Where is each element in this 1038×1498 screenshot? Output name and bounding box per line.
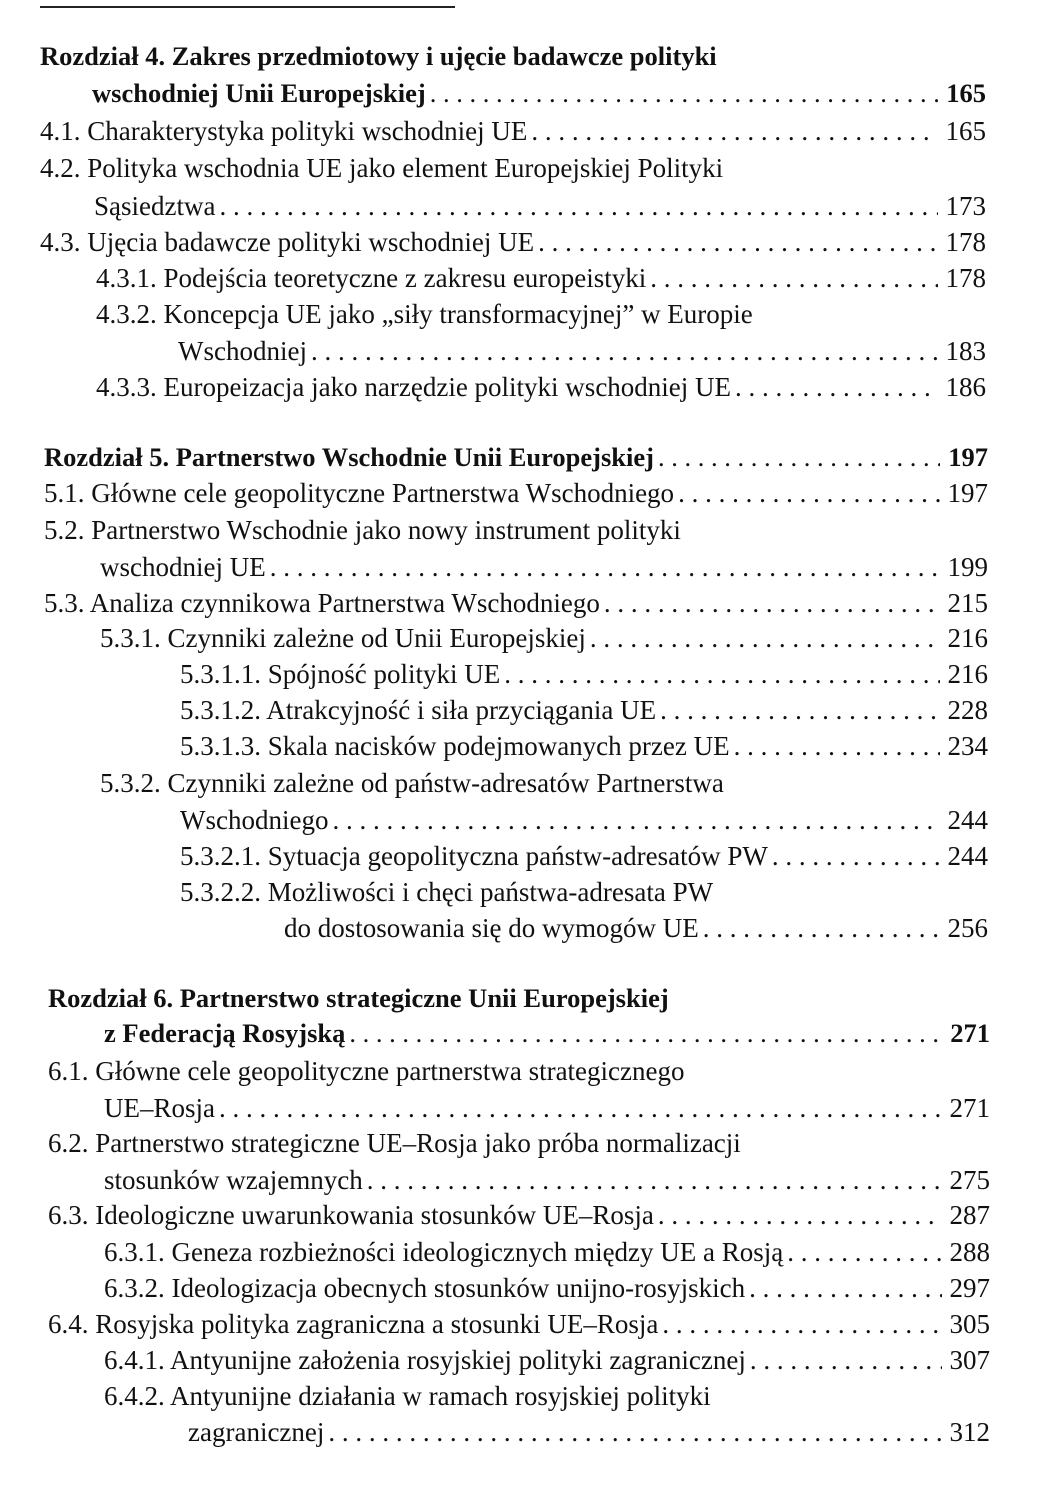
dot-leader: [749, 1270, 942, 1306]
dot-leader: [658, 1197, 942, 1233]
page-number: 297: [949, 1273, 990, 1303]
toc-entry-4-3-2-line-1: [96, 296, 986, 332]
toc-entry-6-3: [48, 1197, 990, 1233]
entry-title: 5.2. Partnerstwo Wschodnie jako nowy instrument polityki: [44, 515, 681, 545]
chapter-title: Rozdział 4. Zakres przedmiotowy i ujęcie badawcze polityki: [40, 41, 717, 71]
entry-title: 4.3.2. Koncepcja UE jako „siły transformacyjnej” w Europie: [96, 299, 753, 329]
toc-entry-5-3-1-2: [180, 692, 988, 728]
page-number: 197: [947, 478, 988, 508]
dot-leader: [650, 260, 938, 296]
page-number: 199: [947, 552, 988, 582]
chapter-4-title-line-1: [40, 38, 990, 74]
chapter-title: Rozdział 6. Partnerstwo strategiczne Unii Europejskiej: [48, 983, 669, 1013]
page-number: 173: [945, 191, 986, 221]
toc-entry-6-4-2-line-2: [188, 1414, 990, 1450]
page-number: 305: [949, 1309, 990, 1339]
dot-leader: [772, 838, 940, 874]
toc-entry-4-2-line-1: [40, 150, 986, 186]
entry-title: 4.1. Charakterystyka polityki wschodniej UE: [40, 116, 528, 146]
toc-entry-5-3-1: [100, 620, 988, 656]
entry-title: 4.3.3. Europeizacja jako narzędzie polityki wschodniej UE: [96, 372, 732, 402]
chapter-title-cont: z Federacją Rosyjską: [104, 1018, 346, 1048]
toc-entry-5-3-2-2-line-1: [180, 874, 988, 910]
dot-leader: [219, 1090, 942, 1126]
entry-title: 6.3.2. Ideologizacja obecnych stosunków unijno-rosyjskich: [104, 1273, 746, 1303]
toc-entry-5-3-2-1: [180, 838, 988, 874]
page-number: 165: [945, 116, 986, 146]
dot-leader: [504, 656, 940, 692]
page-number: 312: [949, 1417, 990, 1447]
entry-title: 5.3.2.1. Sytuacja geopolityczna państw-adresatów PW: [180, 841, 768, 871]
page-number: 271: [949, 1093, 990, 1123]
toc-entry-4-3-2-line-2: [178, 333, 986, 369]
entry-title: 6.4.1. Antyunijne założenia rosyjskiej polityki zagranicznej: [104, 1345, 746, 1375]
page-number: 216: [947, 623, 988, 653]
entry-title-cont: zagranicznej: [188, 1417, 325, 1447]
entry-title: 4.2. Polityka wschodnia UE jako element Europejskiej Polityki: [40, 153, 724, 183]
toc-entry-6-1-line-1: [48, 1053, 990, 1089]
toc-entry-6-1-line-2: [104, 1090, 990, 1126]
entry-title: 5.3.1. Czynniki zależne od Unii Europejskiej: [100, 623, 586, 653]
page-number: 228: [947, 695, 988, 725]
toc-entry-4-1: [40, 113, 986, 149]
toc-entry-4-3-3: [96, 369, 986, 405]
page-number: 234: [947, 731, 988, 761]
entry-title: 6.3. Ideologiczne uwarunkowania stosunków UE–Rosja: [48, 1200, 654, 1230]
entry-title: 6.4. Rosyjska polityka zagraniczna a stosunki UE–Rosja: [48, 1309, 659, 1339]
chapter-5-title: [44, 439, 988, 475]
dot-leader: [660, 692, 940, 728]
dot-leader: [367, 1162, 942, 1198]
page-number: 165: [946, 78, 986, 108]
entry-title: 6.3.1. Geneza rozbieżności ideologicznych między UE a Rosją: [104, 1237, 784, 1267]
entry-title: 5.3.1.1. Spójność polityki UE: [180, 659, 501, 689]
toc-entry-4-2-line-2: [94, 188, 986, 224]
entry-title: 6.4.2. Antyunijne działania w ramach rosyjskiej polityki: [104, 1381, 711, 1411]
entry-title-cont: Wschodniej: [178, 336, 307, 366]
toc-entry-6-2-line-1: [48, 1125, 990, 1161]
entry-title-cont: UE–Rosja: [104, 1093, 215, 1123]
dot-leader: [219, 188, 938, 224]
page-number: 215: [947, 588, 988, 618]
page-number: 275: [949, 1165, 990, 1195]
entry-title-cont: stosunków wzajemnych: [104, 1165, 363, 1195]
dot-leader: [750, 1342, 942, 1378]
chapter-title-cont: wschodniej Unii Europejskiej: [92, 78, 426, 108]
toc-entry-6-4-1: [104, 1342, 990, 1378]
page-number: 271: [950, 1018, 990, 1048]
entry-title-cont: do dostosowania się do wymogów UE: [284, 913, 699, 943]
toc-entry-5-3-2-line-1: [100, 765, 988, 801]
dot-leader: [430, 75, 938, 111]
entry-title: 6.1. Główne cele geopolityczne partnerstwa strategicznego: [48, 1056, 685, 1086]
dot-leader: [332, 802, 940, 838]
page-number: 244: [947, 841, 988, 871]
dot-leader: [703, 910, 940, 946]
top-rule: [40, 6, 455, 8]
page-number: 197: [948, 442, 988, 472]
page-number: 186: [945, 372, 986, 402]
toc-entry-6-4-2-line-1: [104, 1378, 990, 1414]
toc-entry-5-3-2-line-2: [180, 802, 988, 838]
page-number: 216: [947, 659, 988, 689]
toc-entry-4-3-1: [96, 260, 986, 296]
entry-title: 5.3.1.3. Skala nacisków podejmowanych przez UE: [180, 731, 730, 761]
dot-leader: [604, 585, 940, 621]
entry-title: 4.3. Ujęcia badawcze polityki wschodniej UE: [40, 227, 535, 257]
page-number: 287: [949, 1200, 990, 1230]
toc-entry-6-4: [48, 1306, 990, 1342]
entry-title: 5.3.2.2. Możliwości i chęci państwa-adresata PW: [180, 877, 714, 907]
dot-leader: [734, 728, 940, 764]
dot-leader: [787, 1234, 942, 1270]
entry-title: 5.3.1.2. Atrakcyjność i siła przyciągania UE: [180, 695, 657, 725]
page-number: 178: [945, 263, 986, 293]
chapter-title: Rozdział 5. Partnerstwo Wschodnie Unii Europejskiej: [44, 442, 654, 472]
toc-entry-5-3: [44, 585, 988, 621]
dot-leader: [735, 369, 938, 405]
entry-title-cont: Wschodniego: [180, 805, 329, 835]
toc-entry-5-2-line-1: [44, 512, 988, 548]
page-number: 244: [947, 805, 988, 835]
chapter-6-title-line-1: [48, 980, 990, 1016]
toc-entry-5-2-line-2: [100, 549, 988, 585]
entry-title: 6.2. Partnerstwo strategiczne UE–Rosja jako próba normalizacji: [48, 1128, 741, 1158]
chapter-6-title-line-2: [104, 1015, 990, 1051]
entry-title: 5.3.2. Czynniki zależne od państw-adresatów Partnerstwa: [100, 768, 724, 798]
dot-leader: [270, 549, 940, 585]
dot-leader: [658, 439, 940, 475]
dot-leader: [349, 1015, 942, 1051]
page-number: 178: [945, 227, 986, 257]
page-number: 307: [949, 1345, 990, 1375]
dot-leader: [678, 475, 940, 511]
entry-title: 4.3.1. Podejścia teoretyczne z zakresu europeistyki: [96, 263, 647, 293]
dot-leader: [662, 1306, 942, 1342]
dot-leader: [328, 1414, 942, 1450]
toc-entry-6-3-1: [104, 1234, 990, 1270]
entry-title-cont: Sąsiedztwa: [94, 191, 216, 221]
toc-entry-4-3: [40, 224, 986, 260]
toc-entry-6-3-2: [104, 1270, 990, 1306]
toc-entry-5-1: [44, 475, 988, 511]
entry-title-cont: wschodniej UE: [100, 552, 266, 582]
toc-entry-5-3-1-1: [180, 656, 988, 692]
page-number: 288: [949, 1237, 990, 1267]
dot-leader: [538, 224, 938, 260]
entry-title: 5.1. Główne cele geopolityczne Partnerstwa Wschodniego: [44, 478, 675, 508]
dot-leader: [531, 113, 938, 149]
entry-title: 5.3. Analiza czynnikowa Partnerstwa Wschodniego: [44, 588, 600, 618]
dot-leader: [590, 620, 940, 656]
toc-entry-5-3-1-3: [180, 728, 988, 764]
toc-entry-6-2-line-2: [104, 1162, 990, 1198]
toc-entry-5-3-2-2-line-2: [284, 910, 988, 946]
page-number: 256: [947, 913, 988, 943]
page-number: 183: [945, 336, 986, 366]
chapter-4-title-line-2: [92, 75, 986, 111]
dot-leader: [311, 333, 938, 369]
